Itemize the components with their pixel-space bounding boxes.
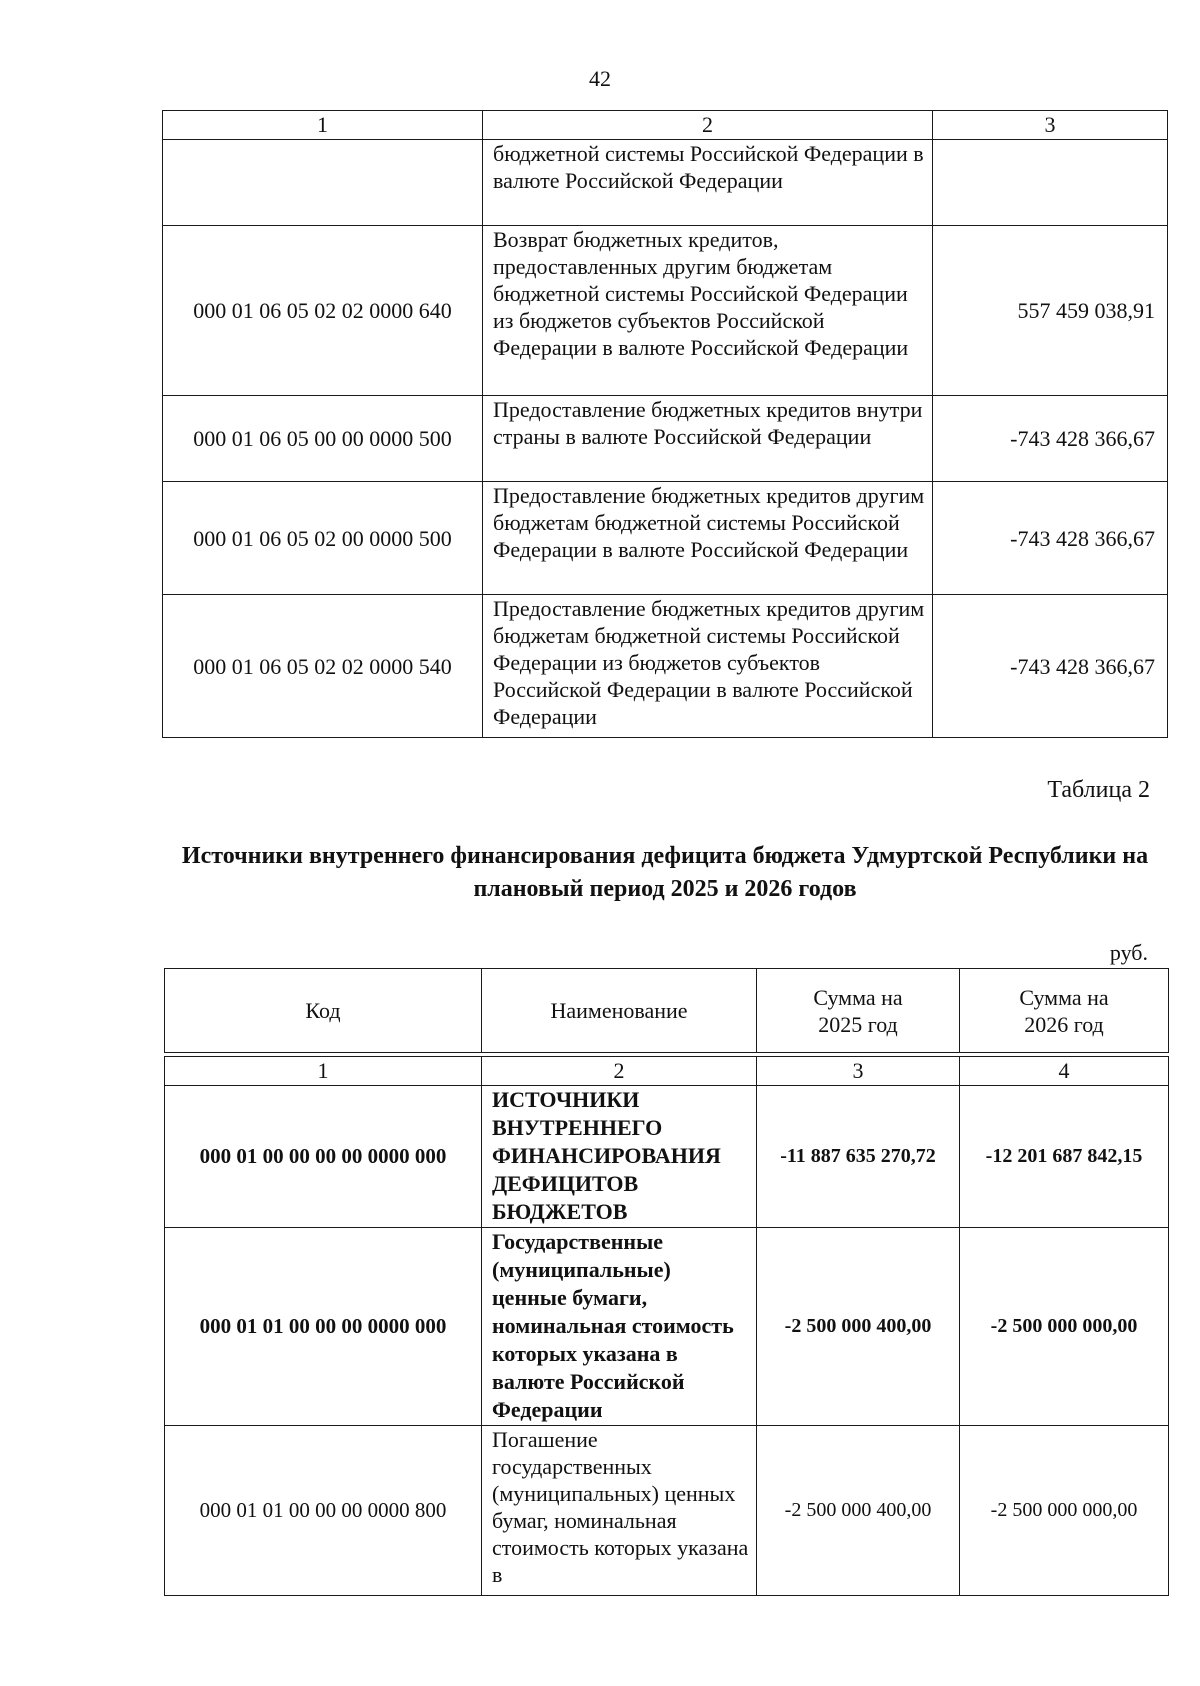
sources-table-2 xyxy=(164,968,1169,1596)
row-code: 000 01 06 05 00 00 0000 500 xyxy=(163,396,483,482)
table-row xyxy=(163,396,1168,482)
page-number: 42 xyxy=(589,66,611,91)
table-label: Таблица 2 xyxy=(1047,777,1150,803)
table-row xyxy=(165,1228,1169,1426)
table-header-row xyxy=(163,111,1168,140)
row-name: Государственные (муниципальные) ценные бумаги, номинальная стоимость которых указана в валюте Российской Федерации xyxy=(482,1228,757,1426)
column-header-sum-2026: Сумма на 2026 год xyxy=(960,969,1169,1053)
row-name: Предоставление бюджетных кредитов внутри страны в валюте Российской Федерации xyxy=(483,396,933,482)
table-row xyxy=(165,1426,1169,1596)
row-name: Возврат бюджетных кредитов, предоставленных другим бюджетам бюджетной системы Российской Федерации из бюджетов субъектов Российской Федерации в валюте Российской Федерации xyxy=(483,226,933,396)
column-number: 3 xyxy=(757,1057,960,1086)
row-amount: -743 428 366,67 xyxy=(933,595,1168,738)
row-sum-2026: -12 201 687 842,15 xyxy=(960,1086,1169,1228)
column-header-name: Наименование xyxy=(482,969,757,1053)
row-sum-2025: -2 500 000 400,00 xyxy=(757,1426,960,1596)
column-number-row xyxy=(165,1057,1169,1086)
column-number: 3 xyxy=(933,111,1168,140)
row-amount: -743 428 366,67 xyxy=(933,482,1168,595)
column-number: 2 xyxy=(482,1057,757,1086)
row-sum-2026: -2 500 000 000,00 xyxy=(960,1426,1169,1596)
row-sum-2025: -11 887 635 270,72 xyxy=(757,1086,960,1228)
column-number: 4 xyxy=(960,1057,1169,1086)
row-code: 000 01 00 00 00 00 0000 000 xyxy=(165,1086,482,1228)
row-name: Погашение государственных (муниципальных) ценных бумаг, номинальная стоимость которых указана в xyxy=(482,1426,757,1596)
column-header-code: Код xyxy=(165,969,482,1053)
table-header-row xyxy=(165,969,1169,1053)
row-code: 000 01 01 00 00 00 0000 000 xyxy=(165,1228,482,1426)
row-name: Предоставление бюджетных кредитов другим бюджетам бюджетной системы Российской Федерации из бюджетов субъектов Российской Федерации в валюте Российской Федерации xyxy=(483,595,933,738)
table-row xyxy=(165,1086,1169,1228)
column-header-sum-2025: Сумма на 2025 год xyxy=(757,969,960,1053)
column-number: 2 xyxy=(483,111,933,140)
row-name: бюджетной системы Российской Федерации в валюте Российской Федерации xyxy=(483,140,933,226)
row-code: 000 01 06 05 02 00 0000 500 xyxy=(163,482,483,595)
row-code: 000 01 06 05 02 02 0000 540 xyxy=(163,595,483,738)
table-row xyxy=(163,140,1168,226)
table-row xyxy=(163,226,1168,396)
column-number: 1 xyxy=(163,111,483,140)
column-number: 1 xyxy=(165,1057,482,1086)
row-code xyxy=(163,140,483,226)
row-name: Предоставление бюджетных кредитов другим бюджетам бюджетной системы Российской Федерации в валюте Российской Федерации xyxy=(483,482,933,595)
table-title: Источники внутреннего финансирования дефицита бюджета Удмуртской Республики на плановый период 2025 и 2026 годов xyxy=(181,843,1149,902)
row-name: ИСТОЧНИКИ ВНУТРЕННЕГО ФИНАНСИРОВАНИЯ ДЕФИЦИТОВ БЮДЖЕТОВ xyxy=(482,1086,757,1228)
table-row xyxy=(163,595,1168,738)
row-amount: 557 459 038,91 xyxy=(933,226,1168,396)
sources-table-continued xyxy=(162,110,1168,738)
table-row xyxy=(163,482,1168,595)
row-amount: -743 428 366,67 xyxy=(933,396,1168,482)
row-code: 000 01 01 00 00 00 0000 800 xyxy=(165,1426,482,1596)
row-code: 000 01 06 05 02 02 0000 640 xyxy=(163,226,483,396)
units-label: руб. xyxy=(1109,940,1148,965)
row-sum-2026: -2 500 000 000,00 xyxy=(960,1228,1169,1426)
row-amount xyxy=(933,140,1168,226)
row-sum-2025: -2 500 000 400,00 xyxy=(757,1228,960,1426)
